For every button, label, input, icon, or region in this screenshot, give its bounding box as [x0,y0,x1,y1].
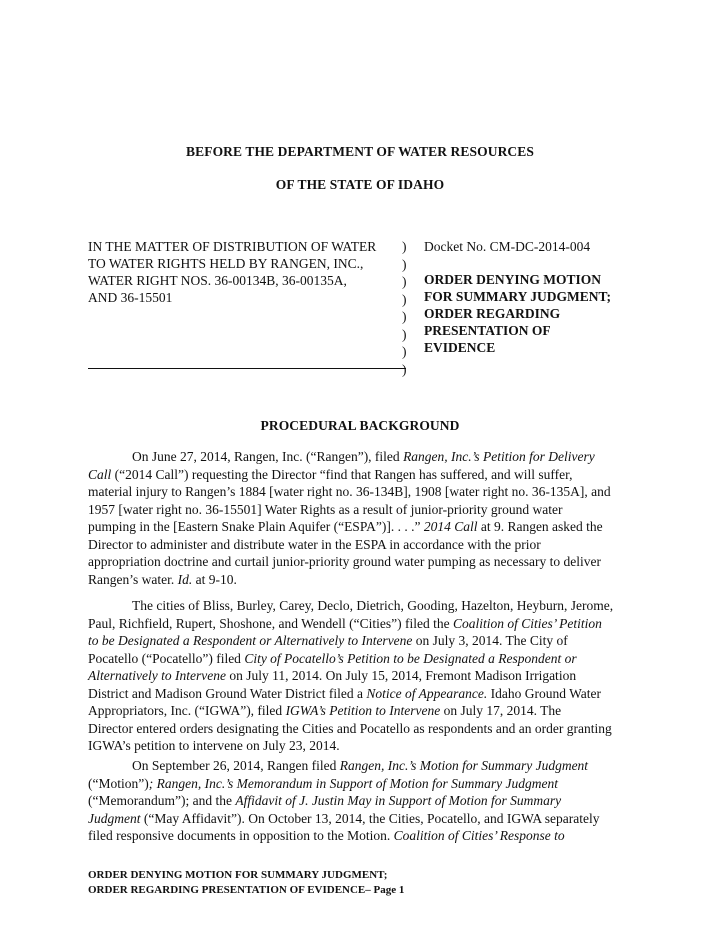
italic-citation: ; Rangen, Inc.’s Memorandum in Support of Motion for Summary Judgment [148,775,558,791]
paragraph-line [88,650,636,668]
italic-citation: Id. [177,571,193,587]
text-run: District and Madison Ground Water District filed a [88,685,367,701]
paragraph-line [88,702,636,720]
text-run: (“Memorandum”); and the [88,793,236,808]
order-title-line: FOR SUMMARY JUDGMENT; [424,289,612,304]
caption-matter-line: TO WATER RIGHTS HELD BY RANGEN, INC., [88,256,364,271]
paragraph-line [88,685,636,703]
paragraph-line [88,737,636,755]
caption-paren: ) [402,361,407,377]
italic-citation: Coalition of Cities’ Response to [393,828,565,843]
text-run: (“2014 Call”) requesting the Director “find that Rangen has suffered, and will suffer, [111,466,573,482]
order-title [424,271,654,356]
paragraph-line [88,810,636,828]
paragraph-line [88,518,636,536]
paragraph-line [88,827,636,845]
italic-citation: City of Pocatello’s Petition to be Designated a Respondent or [244,650,577,666]
docket-number: Docket No. CM-DC-2014-004 [424,239,591,254]
italic-citation: Coalition of Cities’ Petition [452,615,602,631]
paragraph-line [88,483,636,501]
paragraph-line [88,632,636,650]
paragraph-1 [88,448,636,588]
paragraph-line [88,667,636,685]
caption-matter [88,238,398,306]
heading-department: BEFORE THE DEPARTMENT OF WATER RESOURCES [186,144,534,159]
text-run: Idaho Ground Water [487,685,601,701]
italic-citation: Affidavit of J. Justin May in Support of Motion for Summary [235,793,562,808]
text-run: on July 3, 2014. The City of [412,633,568,648]
text-run: (“May Affidavit”). On October 13, 2014, the Cities, Pocatello, and IGWA separately [140,810,600,826]
text-run: On September 26, 2014, Rangen filed [132,758,340,773]
paragraph-line [88,615,636,633]
text-run: (“Motion”) [88,775,149,791]
italic-citation: Rangen, Inc.’s Petition for Delivery [403,449,595,464]
italic-citation: 2014 Call [423,519,478,534]
text-run: on July 11, 2014. On July 15, 2014, Fremont Madison Irrigation [225,668,577,683]
caption-paren: ) [402,344,407,359]
italic-citation: to be Designated a Respondent or Alternatively to Intervene [88,633,413,648]
text-run: IGWA’s petition to intervene on July 23, 2014. [88,738,340,753]
text-run: Director to administer and distribute water in the ESPA in accordance with the prior [88,536,541,552]
text-run: 1957 [water right no. 36-15501] Water Rights as a result of junior-priority ground water [88,501,563,517]
paragraph-line [88,466,636,484]
paragraph-3 [88,757,636,845]
caption-paren: ) [402,326,407,342]
text-run: On June 27, 2014, Rangen, Inc. (“Rangen”), filed [132,449,404,464]
caption-paren-column [402,238,412,378]
paragraph-line [88,571,636,589]
text-run: on July 17, 2014. The [440,703,562,718]
text-run: Director entered orders designating the Cities and Pocatello as respondents and an order granting [88,720,612,736]
text-run: Paul, Richfield, Rupert, Shoshone, and Wendell (“Cities”) filed the [88,615,453,631]
text-run: appropriation doctrine and curtail junior-priority ground water pumping as necessary to deliver [88,554,601,569]
text-run: material injury to Rangen’s 1884 [water right no. 36-134B], 1908 [water right no. 36-135A], and [88,484,611,499]
italic-citation: Alternatively to Intervene [88,668,226,683]
caption-matter-line: IN THE MATTER OF DISTRIBUTION OF WATER [88,239,377,254]
text-run: filed responsive documents in opposition to the Motion. [88,828,394,843]
section-title: PROCEDURAL BACKGROUND [260,418,460,433]
page-footer [88,868,648,897]
paragraph-line [88,448,636,466]
italic-citation: Notice of Appearance. [366,685,488,701]
caption-matter-line: WATER RIGHT NOS. 36-00134B, 36-00135A, [88,273,347,288]
caption-order-block [424,238,654,356]
text-run: at 9. Rangen asked the [477,519,603,534]
text-run: Pocatello (“Pocatello”) filed [88,650,245,666]
paragraph-line [88,501,636,519]
caption-paren: ) [402,256,407,272]
text-run: Rangen’s water. [88,571,178,587]
italic-citation: IGWA’s Petition to Intervene [285,703,441,718]
paragraph-line [88,536,636,554]
caption-paren: ) [402,239,407,254]
paragraph-line [88,757,636,775]
order-title-line: EVIDENCE [424,340,496,355]
text-run: pumping in the [Eastern Snake Plain Aquifer (“ESPA”)]. . . .” [88,519,424,534]
text-run: The cities of Bliss, Burley, Carey, Declo, Dietrich, Gooding, Hazelton, Heyburn, Jerome, [132,598,614,613]
order-title-line: PRESENTATION OF [424,323,551,338]
paragraph-2 [88,597,636,755]
paragraph-line [88,553,636,571]
paragraph-line [88,720,636,738]
paragraph-line [88,792,636,810]
paragraph-line [88,775,636,793]
italic-citation: Rangen, Inc.’s Motion for Summary Judgment [339,758,589,773]
caption-paren: ) [402,309,407,324]
caption-divider [88,368,406,369]
heading-state: OF THE STATE OF IDAHO [275,177,445,192]
caption-paren: ) [402,291,407,307]
footer-line: ORDER DENYING MOTION FOR SUMMARY JUDGMENT; [88,869,388,881]
italic-citation: Call [88,466,112,482]
italic-citation: Judgment [88,810,141,826]
caption-paren: ) [402,274,407,289]
caption-matter-line: AND 36-15501 [88,290,173,305]
order-title-line: ORDER REGARDING [424,306,561,321]
footer-line: ORDER REGARDING PRESENTATION OF EVIDENCE– Page 1 [88,883,405,896]
text-run: Appropriators, Inc. (“IGWA”), filed [88,703,286,718]
order-title-line: ORDER DENYING MOTION [424,272,602,287]
paragraph-line [88,597,636,615]
text-run: at 9-10. [192,571,237,587]
